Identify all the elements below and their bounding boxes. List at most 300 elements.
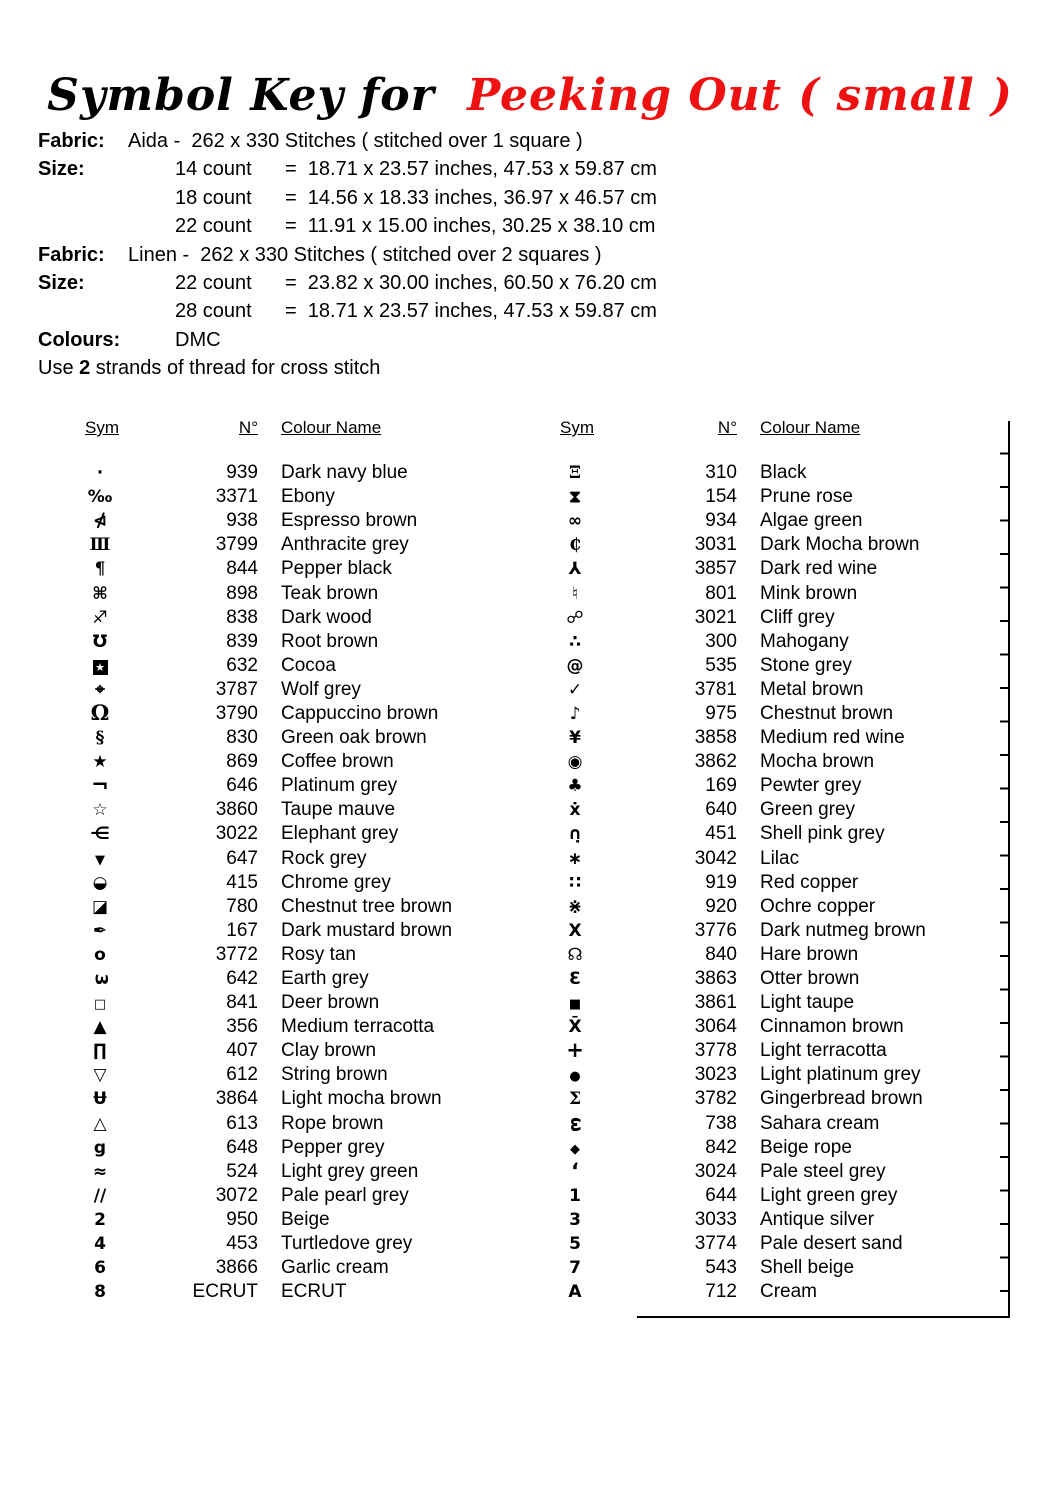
table-row [78, 1112, 508, 1136]
colour-name-cell: Taupe mauve [281, 799, 396, 821]
table-row [78, 702, 508, 726]
number-cell: 356 [226, 1016, 258, 1038]
colour-name-cell: Pewter grey [760, 775, 862, 797]
symbol-cell [553, 895, 597, 919]
symbol-cell [553, 581, 597, 605]
column-header-colour-name: Colour Name [760, 418, 861, 437]
symbol-cell [78, 822, 122, 846]
number-cell: 640 [705, 799, 737, 821]
symbol-cell [78, 943, 122, 967]
table-row [553, 774, 987, 798]
title-black-text: Symbol Key for [47, 70, 435, 121]
number-cell: 738 [705, 1112, 737, 1134]
stitch-symbol: ¬ [91, 773, 109, 798]
stitch-symbol: ◆ [570, 1141, 580, 1157]
dimensions-value: = 14.56 x 18.33 inches, 36.97 x 46.57 cm [285, 186, 657, 209]
stitch-symbol: ‰ [87, 487, 113, 508]
stitch-symbol: 7 [569, 1258, 581, 1279]
number-cell: 780 [226, 895, 258, 917]
table-row [553, 1015, 987, 1039]
table-row [78, 654, 508, 678]
colour-name-cell: Pale steel grey [760, 1160, 886, 1182]
symbol-cell [553, 1184, 597, 1208]
table-row [78, 895, 508, 919]
stitch-symbol: Ʊ [92, 631, 108, 652]
symbol-cell [78, 750, 122, 774]
colour-name-cell: Light mocha brown [281, 1088, 442, 1110]
strands-text-post: strands of thread for cross stitch [90, 357, 381, 380]
colour-name-cell: Platinum grey [281, 775, 398, 797]
colour-name-cell: Earth grey [281, 968, 369, 990]
symbol-cell [553, 1039, 597, 1063]
symbol-cell [553, 847, 597, 871]
dimensions-value: = 18.71 x 23.57 inches, 47.53 x 59.87 cm [285, 300, 657, 323]
dimensions-value: = 18.71 x 23.57 inches, 47.53 x 59.87 cm [285, 158, 657, 181]
colour-name-cell: Green oak brown [281, 727, 427, 749]
table-row [553, 871, 987, 895]
stitch-symbol: + [566, 1038, 584, 1063]
number-cell: 3772 [215, 943, 258, 965]
stitch-symbol: ⋇ [567, 896, 583, 917]
colour-name-cell: Light taupe [760, 992, 855, 1014]
number-cell: 840 [705, 943, 737, 965]
symbol-cell [553, 485, 597, 509]
chart-edge-vertical-line [1000, 421, 1010, 1318]
stitch-symbol: ▽ [93, 1065, 107, 1086]
table-row [553, 461, 987, 485]
number-cell: 3799 [215, 534, 258, 556]
table-row [553, 630, 987, 654]
symbol-cell [78, 509, 122, 533]
colour-name-cell: Light grey green [281, 1160, 419, 1182]
table-row [553, 581, 987, 605]
count-value: 22 count [175, 272, 252, 295]
colour-name-cell: Light platinum grey [760, 1064, 921, 1086]
colour-name-cell: Hare brown [760, 943, 859, 965]
table-header-row [78, 417, 508, 461]
stitch-symbol: ◉ [567, 752, 583, 773]
stitch-symbol: Ω [90, 700, 110, 726]
number-cell: 3031 [694, 534, 737, 556]
symbol-cell [553, 1256, 597, 1280]
stitch-symbol: ≈ [92, 1161, 108, 1182]
number-cell: 3857 [694, 558, 737, 580]
colour-name-cell: Pepper black [281, 558, 392, 580]
stitch-symbol: △ [93, 1113, 107, 1134]
colour-name-cell: Wolf grey [281, 678, 361, 700]
size-line [38, 184, 657, 212]
stitch-symbol: 8 [94, 1282, 106, 1303]
symbol-cell [553, 822, 597, 846]
colours-value: DMC [175, 328, 221, 351]
strands-text-pre: Use [38, 357, 80, 380]
colour-name-cell: Chrome grey [281, 871, 391, 893]
number-cell: 975 [705, 702, 737, 724]
table-row [78, 533, 508, 557]
table-row [553, 847, 987, 871]
colour-name-cell: Pale desert sand [760, 1233, 903, 1255]
colour-name-cell: Dark wood [281, 606, 372, 628]
table-row [553, 798, 987, 822]
stitch-symbol: ♐ [92, 607, 108, 628]
colour-name-cell: Black [760, 462, 807, 484]
size-line [38, 297, 657, 325]
table-row [78, 678, 508, 702]
fabric-value: Aida - 262 x 330 Stitches ( stitched over 1 square ) [128, 130, 583, 152]
table-row [553, 1160, 987, 1184]
number-cell: 801 [705, 582, 737, 604]
number-cell: 3024 [694, 1160, 737, 1182]
number-cell: 3864 [215, 1088, 258, 1110]
number-cell: 3022 [215, 823, 258, 845]
table-row [78, 774, 508, 798]
colour-name-cell: Algae green [760, 510, 863, 532]
title-red-text: Peeking Out ( small ) [467, 70, 1013, 121]
table-row [553, 943, 987, 967]
colours-label: Colours: [38, 328, 121, 351]
table-row [553, 750, 987, 774]
number-cell: 841 [226, 992, 258, 1014]
number-cell: 3866 [215, 1257, 258, 1279]
colour-name-cell: Teak brown [281, 582, 379, 604]
number-cell: 646 [226, 775, 258, 797]
table-row [78, 1087, 508, 1111]
size-label: Size: [38, 158, 85, 181]
number-cell: 613 [226, 1112, 258, 1134]
table-row [78, 1015, 508, 1039]
number-cell: 451 [705, 823, 737, 845]
colour-name-cell: Cinnamon brown [760, 1016, 904, 1038]
symbol-cell [78, 726, 122, 750]
table-row [553, 1087, 987, 1111]
table-row [78, 726, 508, 750]
stitch-symbol: g [93, 1137, 107, 1158]
number-cell: 3787 [215, 678, 258, 700]
count-value: 22 count [175, 215, 252, 238]
table-row [78, 485, 508, 509]
table-row [553, 606, 987, 630]
number-cell: 869 [226, 751, 258, 773]
table-row [553, 557, 987, 581]
symbol-cell [553, 1280, 597, 1304]
stitch-symbol: ✒ [92, 920, 108, 941]
table-row [553, 822, 987, 846]
symbol-cell [553, 509, 597, 533]
stitch-symbol: 3 [90, 973, 111, 986]
fabric-line-linen [38, 241, 657, 269]
table-row [78, 991, 508, 1015]
symbol-key-table-right [553, 417, 987, 1304]
stitch-symbol: ∏ [93, 1041, 107, 1062]
table-row [553, 1112, 987, 1136]
chart-edge-bottom-line [637, 1316, 1008, 1318]
stitch-symbol: Ξ [569, 463, 581, 484]
strands-line [38, 354, 657, 382]
stitch-symbol: ◪ [91, 896, 109, 917]
symbol-cell [553, 798, 597, 822]
number-cell: 920 [705, 895, 737, 917]
number-cell: 844 [226, 558, 258, 580]
symbol-cell [553, 871, 597, 895]
symbol-cell [553, 774, 597, 798]
stitch-symbol: ⌘ [92, 583, 108, 604]
number-cell: 524 [226, 1160, 258, 1182]
stitch-symbol: 4 [94, 1234, 106, 1255]
colour-name-cell: Stone grey [760, 654, 852, 676]
column-header-number: N° [238, 418, 258, 437]
size-line [38, 269, 657, 297]
stitch-symbol: Ⅲ [89, 535, 111, 556]
colour-name-cell: Chestnut tree brown [281, 895, 453, 917]
stitch-symbol: □ [93, 997, 107, 1013]
symbol-cell [553, 557, 597, 581]
stitch-symbol: ẋ [569, 800, 581, 821]
symbol-cell [553, 533, 597, 557]
stitch-symbol: 5 [569, 1234, 581, 1255]
number-cell: 934 [705, 510, 737, 532]
symbol-cell [553, 750, 597, 774]
table-row [78, 1232, 508, 1256]
number-cell: 939 [226, 462, 258, 484]
symbol-cell [553, 967, 597, 991]
number-cell: 543 [705, 1257, 737, 1279]
number-cell: 154 [705, 486, 737, 508]
colour-name-cell: Turtledove grey [281, 1233, 413, 1255]
dimensions-value: = 23.82 x 30.00 inches, 60.50 x 76.20 cm [285, 272, 657, 295]
symbol-cell [553, 943, 597, 967]
table-row [553, 533, 987, 557]
table-row [78, 919, 508, 943]
table-row [553, 1232, 987, 1256]
count-value: 14 count [175, 158, 252, 181]
symbol-cell [78, 1087, 122, 1111]
table-row [553, 895, 987, 919]
colour-name-cell: Root brown [281, 630, 379, 652]
symbol-cell [78, 871, 122, 895]
colour-name-cell: Anthracite grey [281, 534, 409, 556]
number-cell: 3863 [694, 968, 737, 990]
colour-name-cell: Cliff grey [760, 606, 835, 628]
table-row [553, 1063, 987, 1087]
table-row [553, 1039, 987, 1063]
stitch-symbol: 1 [569, 1185, 581, 1206]
stitch-symbol: ¥ [569, 728, 581, 749]
colour-name-cell: Mahogany [760, 630, 849, 652]
table-row [553, 991, 987, 1015]
stitch-symbol: ♮ [571, 583, 579, 604]
table-row [78, 1039, 508, 1063]
colour-name-cell: Otter brown [760, 968, 860, 990]
table-row [78, 1256, 508, 1280]
column-header-sym: Sym [85, 418, 119, 437]
symbol-cell [78, 895, 122, 919]
number-cell: 300 [705, 630, 737, 652]
stitch-symbol: ♣ [567, 776, 583, 797]
stitch-symbol: ∩̣ [568, 824, 582, 845]
table-row [553, 678, 987, 702]
colour-name-cell: Mocha brown [760, 751, 875, 773]
stitch-symbol: @ [566, 655, 584, 676]
symbol-cell [553, 1112, 597, 1136]
symbol-cell [78, 461, 122, 485]
column-header-sym: Sym [560, 418, 594, 437]
symbol-cell [78, 1232, 122, 1256]
table-header-row [553, 417, 987, 461]
number-cell: 3042 [694, 847, 737, 869]
count-value: 18 count [175, 186, 252, 209]
table-row [78, 1208, 508, 1232]
table-row [78, 1136, 508, 1160]
colour-name-cell: Espresso brown [281, 510, 418, 532]
table-row [78, 1184, 508, 1208]
symbol-key-table-left [78, 417, 508, 1304]
colour-name-cell: Rope brown [281, 1112, 384, 1134]
symbol-cell [78, 581, 122, 605]
colour-name-cell: Shell beige [760, 1257, 855, 1279]
stitch-symbol: A [568, 1282, 582, 1303]
table-row [78, 461, 508, 485]
colour-name-cell: Lilac [760, 847, 800, 869]
stitch-symbol: ∷ [569, 872, 581, 893]
number-cell: 648 [226, 1136, 258, 1158]
number-cell: 310 [705, 462, 737, 484]
symbol-cell [553, 726, 597, 750]
stitch-symbol: ¶ [94, 559, 106, 580]
number-cell: 642 [226, 968, 258, 990]
colour-name-cell: Beige rope [760, 1136, 852, 1158]
table-row [78, 509, 508, 533]
symbol-cell [78, 678, 122, 702]
symbol-cell [78, 702, 122, 726]
colour-name-cell: Metal brown [760, 678, 864, 700]
number-cell: 830 [226, 727, 258, 749]
colour-name-cell: Dark nutmeg brown [760, 919, 926, 941]
stitch-symbol: o [94, 944, 106, 965]
colour-name-cell: Pepper grey [281, 1136, 385, 1158]
symbol-cell [553, 461, 597, 485]
table-row [78, 822, 508, 846]
fabric-label: Fabric: [38, 130, 105, 152]
number-cell: 453 [226, 1233, 258, 1255]
stitch-symbol: ₵ [569, 535, 581, 556]
size-label: Size: [38, 272, 85, 295]
stitch-symbol: · [96, 463, 104, 484]
number-cell: 3776 [694, 919, 737, 941]
number-cell: 3064 [694, 1016, 737, 1038]
colour-name-cell: Elephant grey [281, 823, 399, 845]
stitch-symbol: ⧗ [569, 487, 581, 508]
number-cell: 919 [705, 871, 737, 893]
colour-name-cell: Shell pink grey [760, 823, 885, 845]
stitch-symbol: ★ [92, 752, 108, 773]
number-cell: ECRUT [192, 1281, 258, 1303]
table-row [78, 1160, 508, 1184]
fabric-line-aida [38, 127, 657, 155]
stitch-symbol: ∞ [567, 511, 583, 532]
symbol-cell [78, 1256, 122, 1280]
number-cell: 3778 [694, 1040, 737, 1062]
colour-name-cell: String brown [281, 1064, 388, 1086]
symbol-cell [553, 606, 597, 630]
colour-name-cell: Medium terracotta [281, 1016, 435, 1038]
pattern-info-block [38, 127, 657, 383]
table-row [553, 485, 987, 509]
stitch-symbol: Ʉ [93, 1089, 107, 1110]
number-cell: 839 [226, 630, 258, 652]
stitch-symbol: 2 [94, 1209, 106, 1230]
number-cell: 612 [226, 1064, 258, 1086]
table-row [553, 509, 987, 533]
colour-name-cell: Chestnut brown [760, 702, 894, 724]
stitch-symbol: ☍ [566, 607, 584, 628]
colour-name-cell: Dark mustard brown [281, 919, 453, 941]
table-row [553, 726, 987, 750]
stitch-symbol: ∗ [567, 848, 583, 869]
stitch-symbol: ∕∕ [93, 1185, 107, 1206]
dimensions-value: = 11.91 x 15.00 inches, 30.25 x 38.10 cm [285, 215, 656, 238]
symbol-cell [553, 1063, 597, 1087]
table-row [78, 606, 508, 630]
colour-name-cell: Coffee brown [281, 751, 394, 773]
colours-line [38, 326, 657, 354]
stitch-symbol: ∴ [569, 631, 581, 652]
symbol-cell [78, 606, 122, 630]
symbol-cell [78, 1160, 122, 1184]
number-cell: 938 [226, 510, 258, 532]
table-row [553, 1184, 987, 1208]
table-row [553, 654, 987, 678]
colour-name-cell: Antique silver [760, 1208, 875, 1230]
table-row [78, 967, 508, 991]
colour-name-cell: Garlic cream [281, 1257, 389, 1279]
number-cell: 3861 [694, 992, 737, 1014]
table-row [78, 871, 508, 895]
stitch-symbol: ✓ [567, 679, 583, 700]
number-cell: 167 [226, 919, 258, 941]
number-cell: 535 [705, 654, 737, 676]
colour-name-cell: Cappuccino brown [281, 702, 439, 724]
symbol-cell [78, 630, 122, 654]
colour-name-cell: Medium red wine [760, 727, 905, 749]
colour-name-cell: Deer brown [281, 992, 380, 1014]
symbol-cell [553, 919, 597, 943]
stitch-symbol: ■ [568, 997, 582, 1013]
symbol-cell [78, 1208, 122, 1232]
symbol-cell [78, 1280, 122, 1304]
stitch-symbol: ★ [93, 660, 108, 675]
symbol-cell [553, 1087, 597, 1111]
colour-name-cell: Ochre copper [760, 895, 876, 917]
number-cell: 644 [705, 1184, 737, 1206]
table-row [78, 557, 508, 581]
table-row [553, 967, 987, 991]
symbol-cell [78, 557, 122, 581]
strands-count: 2 [79, 357, 91, 380]
colour-name-cell: Rosy tan [281, 943, 356, 965]
colour-name-cell: Dark red wine [760, 558, 878, 580]
number-cell: 842 [705, 1136, 737, 1158]
colour-name-cell: Green grey [760, 799, 856, 821]
symbol-cell [78, 1136, 122, 1160]
symbol-cell [78, 1184, 122, 1208]
symbol-cell [553, 1232, 597, 1256]
table-row [78, 1063, 508, 1087]
stitch-symbol: ▲ [93, 1017, 107, 1038]
number-cell: 3858 [694, 727, 737, 749]
number-cell: 3072 [215, 1184, 258, 1206]
symbol-cell [553, 702, 597, 726]
symbol-cell [78, 1112, 122, 1136]
